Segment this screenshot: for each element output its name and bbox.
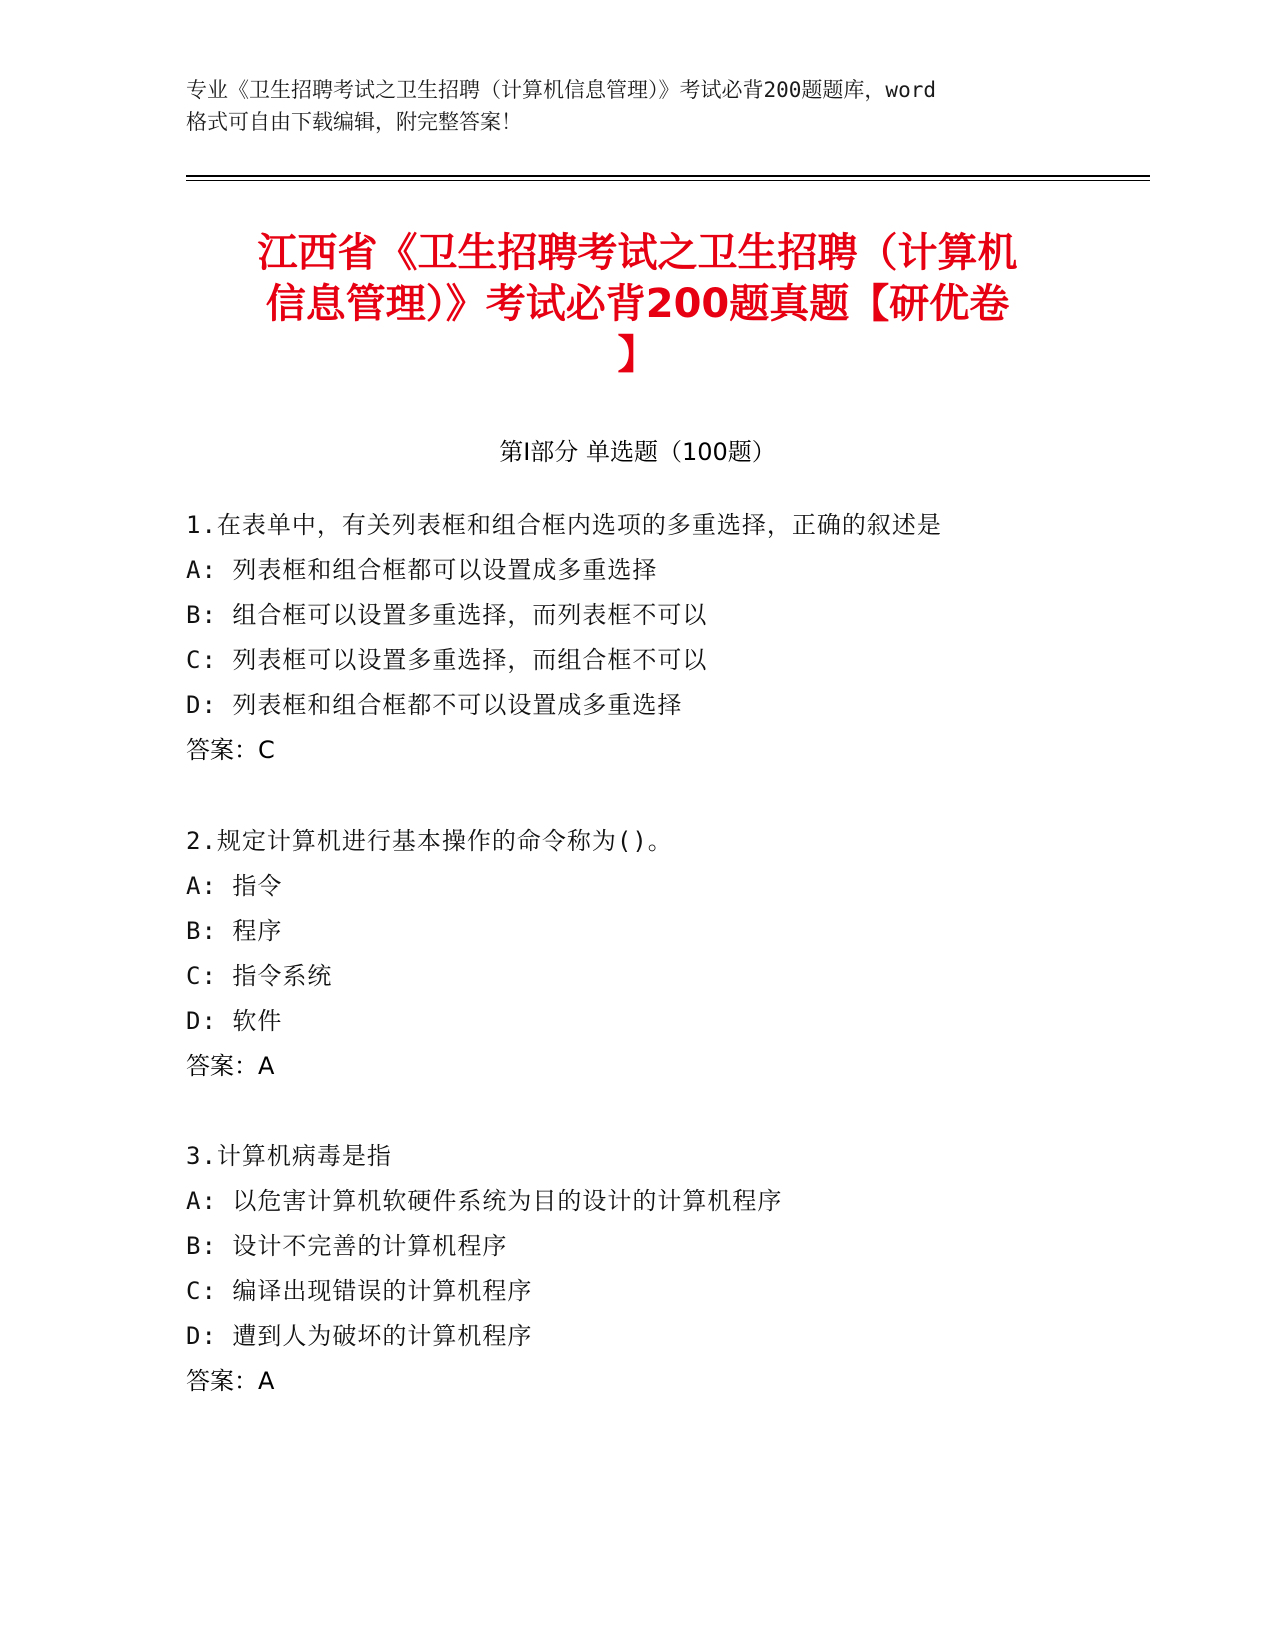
header-note-line: 专业《卫生招聘考试之卫生招聘（计算机信息管理）》考试必背200题题库，word: [186, 78, 936, 102]
document-title: [186, 228, 1089, 381]
answer: 答案：A: [186, 1052, 275, 1080]
option-c: C: 指令系统: [186, 962, 333, 990]
header-note-line: 格式可自由下载编辑，附完整答案！: [186, 110, 522, 134]
option-b: B: 程序: [186, 917, 283, 945]
question-stem: 1.在表单中，有关列表框和组合框内选项的多重选择，正确的叙述是: [186, 511, 942, 539]
question-1: [186, 503, 1146, 773]
answer: 答案：C: [186, 736, 275, 764]
option-d: D: 软件: [186, 1007, 283, 1035]
option-b: B: 组合框可以设置多重选择，而列表框不可以: [186, 601, 708, 629]
option-b: B: 设计不完善的计算机程序: [186, 1232, 508, 1260]
option-c: C: 编译出现错误的计算机程序: [186, 1277, 533, 1305]
header-note: [186, 74, 1076, 138]
option-d: D: 列表框和组合框都不可以设置成多重选择: [186, 691, 683, 719]
answer: 答案：A: [186, 1367, 275, 1395]
option-a: A: 列表框和组合框都可以设置成多重选择: [186, 556, 658, 584]
document-title-line: 江西省《卫生招聘考试之卫生招聘（计算机: [257, 230, 1018, 276]
option-c: C: 列表框可以设置多重选择，而组合框不可以: [186, 646, 708, 674]
document-title-line: 信息管理）》考试必背200题真题【研优卷: [265, 281, 1010, 327]
header-divider: [186, 175, 1150, 177]
header-divider-thin: [186, 180, 1150, 181]
question-stem: 3.计算机病毒是指: [186, 1142, 392, 1170]
option-d: D: 遭到人为破坏的计算机程序: [186, 1322, 533, 1350]
option-a: A: 指令: [186, 872, 283, 900]
question-stem: 2.规定计算机进行基本操作的命令称为()。: [186, 827, 673, 855]
section-heading: 第Ⅰ部分 单选题（100题）: [499, 438, 776, 466]
option-a: A: 以危害计算机软硬件系统为目的设计的计算机程序: [186, 1187, 783, 1215]
question-2: [186, 819, 1146, 1089]
document-title-line: 】: [617, 332, 658, 378]
question-3: [186, 1134, 1146, 1404]
